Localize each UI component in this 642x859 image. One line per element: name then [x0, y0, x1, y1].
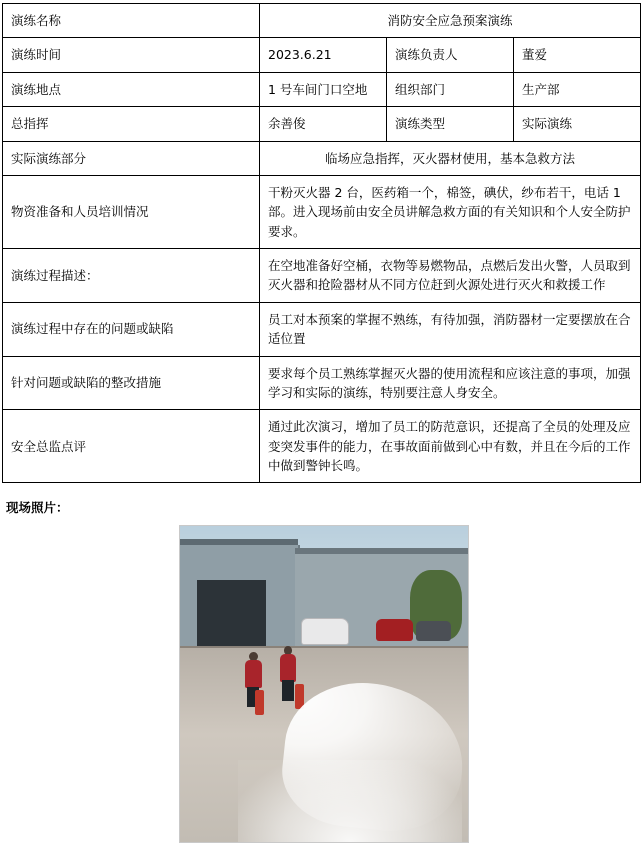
row-value-drill-time: 2023.6.21: [260, 38, 387, 72]
row-value-corrective-measures: 要求每个员工熟练掌握灭火器的使用流程和应该注意的事项，加强学习和实际的演练，特别要注意人身安全。: [260, 356, 641, 410]
site-photo: [179, 525, 469, 843]
document-page: [0, 3, 642, 859]
photo-section: [0, 499, 642, 843]
photo-workshop-door: [197, 580, 266, 646]
photo-ground-line: [180, 646, 468, 648]
row-label-problems: 演练过程中存在的问题或缺陷: [3, 302, 260, 356]
photo-wrapper: [6, 525, 642, 843]
row-label-commander: 总指挥: [3, 107, 260, 141]
row-label-drill-leader: 演练负责人: [387, 38, 514, 72]
table-row: [3, 141, 641, 175]
row-label-safety-review: 安全总监点评: [3, 410, 260, 483]
row-value-problems: 员工对本预案的掌握不熟练，有待加强，消防器材一定要摆放在合适位置: [260, 302, 641, 356]
row-label-corrective-measures: 针对问题或缺陷的整改措施: [3, 356, 260, 410]
row-label-materials-training: 物资准备和人员培训情况: [3, 175, 260, 248]
table-row: [3, 302, 641, 356]
row-label-drill-name: 演练名称: [3, 4, 260, 38]
table-row: [3, 410, 641, 483]
photo-dark-car: [416, 621, 451, 642]
photo-worker-right-legs: [282, 680, 294, 700]
row-label-organizer: 组织部门: [387, 72, 514, 106]
photo-worker-left-body: [245, 660, 262, 688]
row-value-drill-leader: 董爱: [514, 38, 641, 72]
row-value-commander: 余善俊: [260, 107, 387, 141]
table-row: [3, 72, 641, 106]
row-label-actual-part: 实际演练部分: [3, 141, 260, 175]
photo-red-car: [376, 619, 413, 641]
drill-record-table: [2, 3, 641, 483]
row-value-safety-review: 通过此次演习，增加了员工的防范意识，还提高了全员的处理及应变突发事件的能力，在事故面前做到心中有数，并且在今后的工作中做到警钟长鸣。: [260, 410, 641, 483]
photo-foam-ground: [238, 760, 463, 842]
row-value-drill-place: 1 号车间门口空地: [260, 72, 387, 106]
photo-caption: 现场照片：: [6, 500, 69, 516]
row-value-organizer: 生产部: [514, 72, 641, 106]
row-value-materials-training: 干粉灭火器 2 台，医药箱一个，棉签，碘伏，纱布若干，电话 1 部。进入现场前由安全员讲解急救方面的有关知识和个人安全防护要求。: [260, 175, 641, 248]
row-label-drill-place: 演练地点: [3, 72, 260, 106]
row-label-drill-time: 演练时间: [3, 38, 260, 72]
row-value-drill-type: 实际演练: [514, 107, 641, 141]
photo-white-car: [301, 618, 349, 645]
table-row: [3, 249, 641, 303]
table-body: [3, 4, 641, 483]
row-value-actual-part: 临场应急指挥，灭火器材使用，基本急救方法: [260, 141, 641, 175]
row-value-process-description: 在空地准备好空桶，衣物等易燃物品，点燃后发出火警，人员取到灭火器和抢险器材从不同方位赶到火源处进行灭火和救援工作: [260, 249, 641, 303]
row-value-drill-name: 消防安全应急预案演练: [260, 4, 641, 38]
table-row: [3, 175, 641, 248]
row-label-process-description: 演练过程描述：: [3, 249, 260, 303]
table-row: [3, 356, 641, 410]
table-row: [3, 107, 641, 141]
table-row: [3, 4, 641, 38]
photo-worker-right-body: [280, 654, 297, 682]
table-row: [3, 38, 641, 72]
photo-fire-extinguisher-left: [255, 690, 264, 715]
row-label-drill-type: 演练类型: [387, 107, 514, 141]
